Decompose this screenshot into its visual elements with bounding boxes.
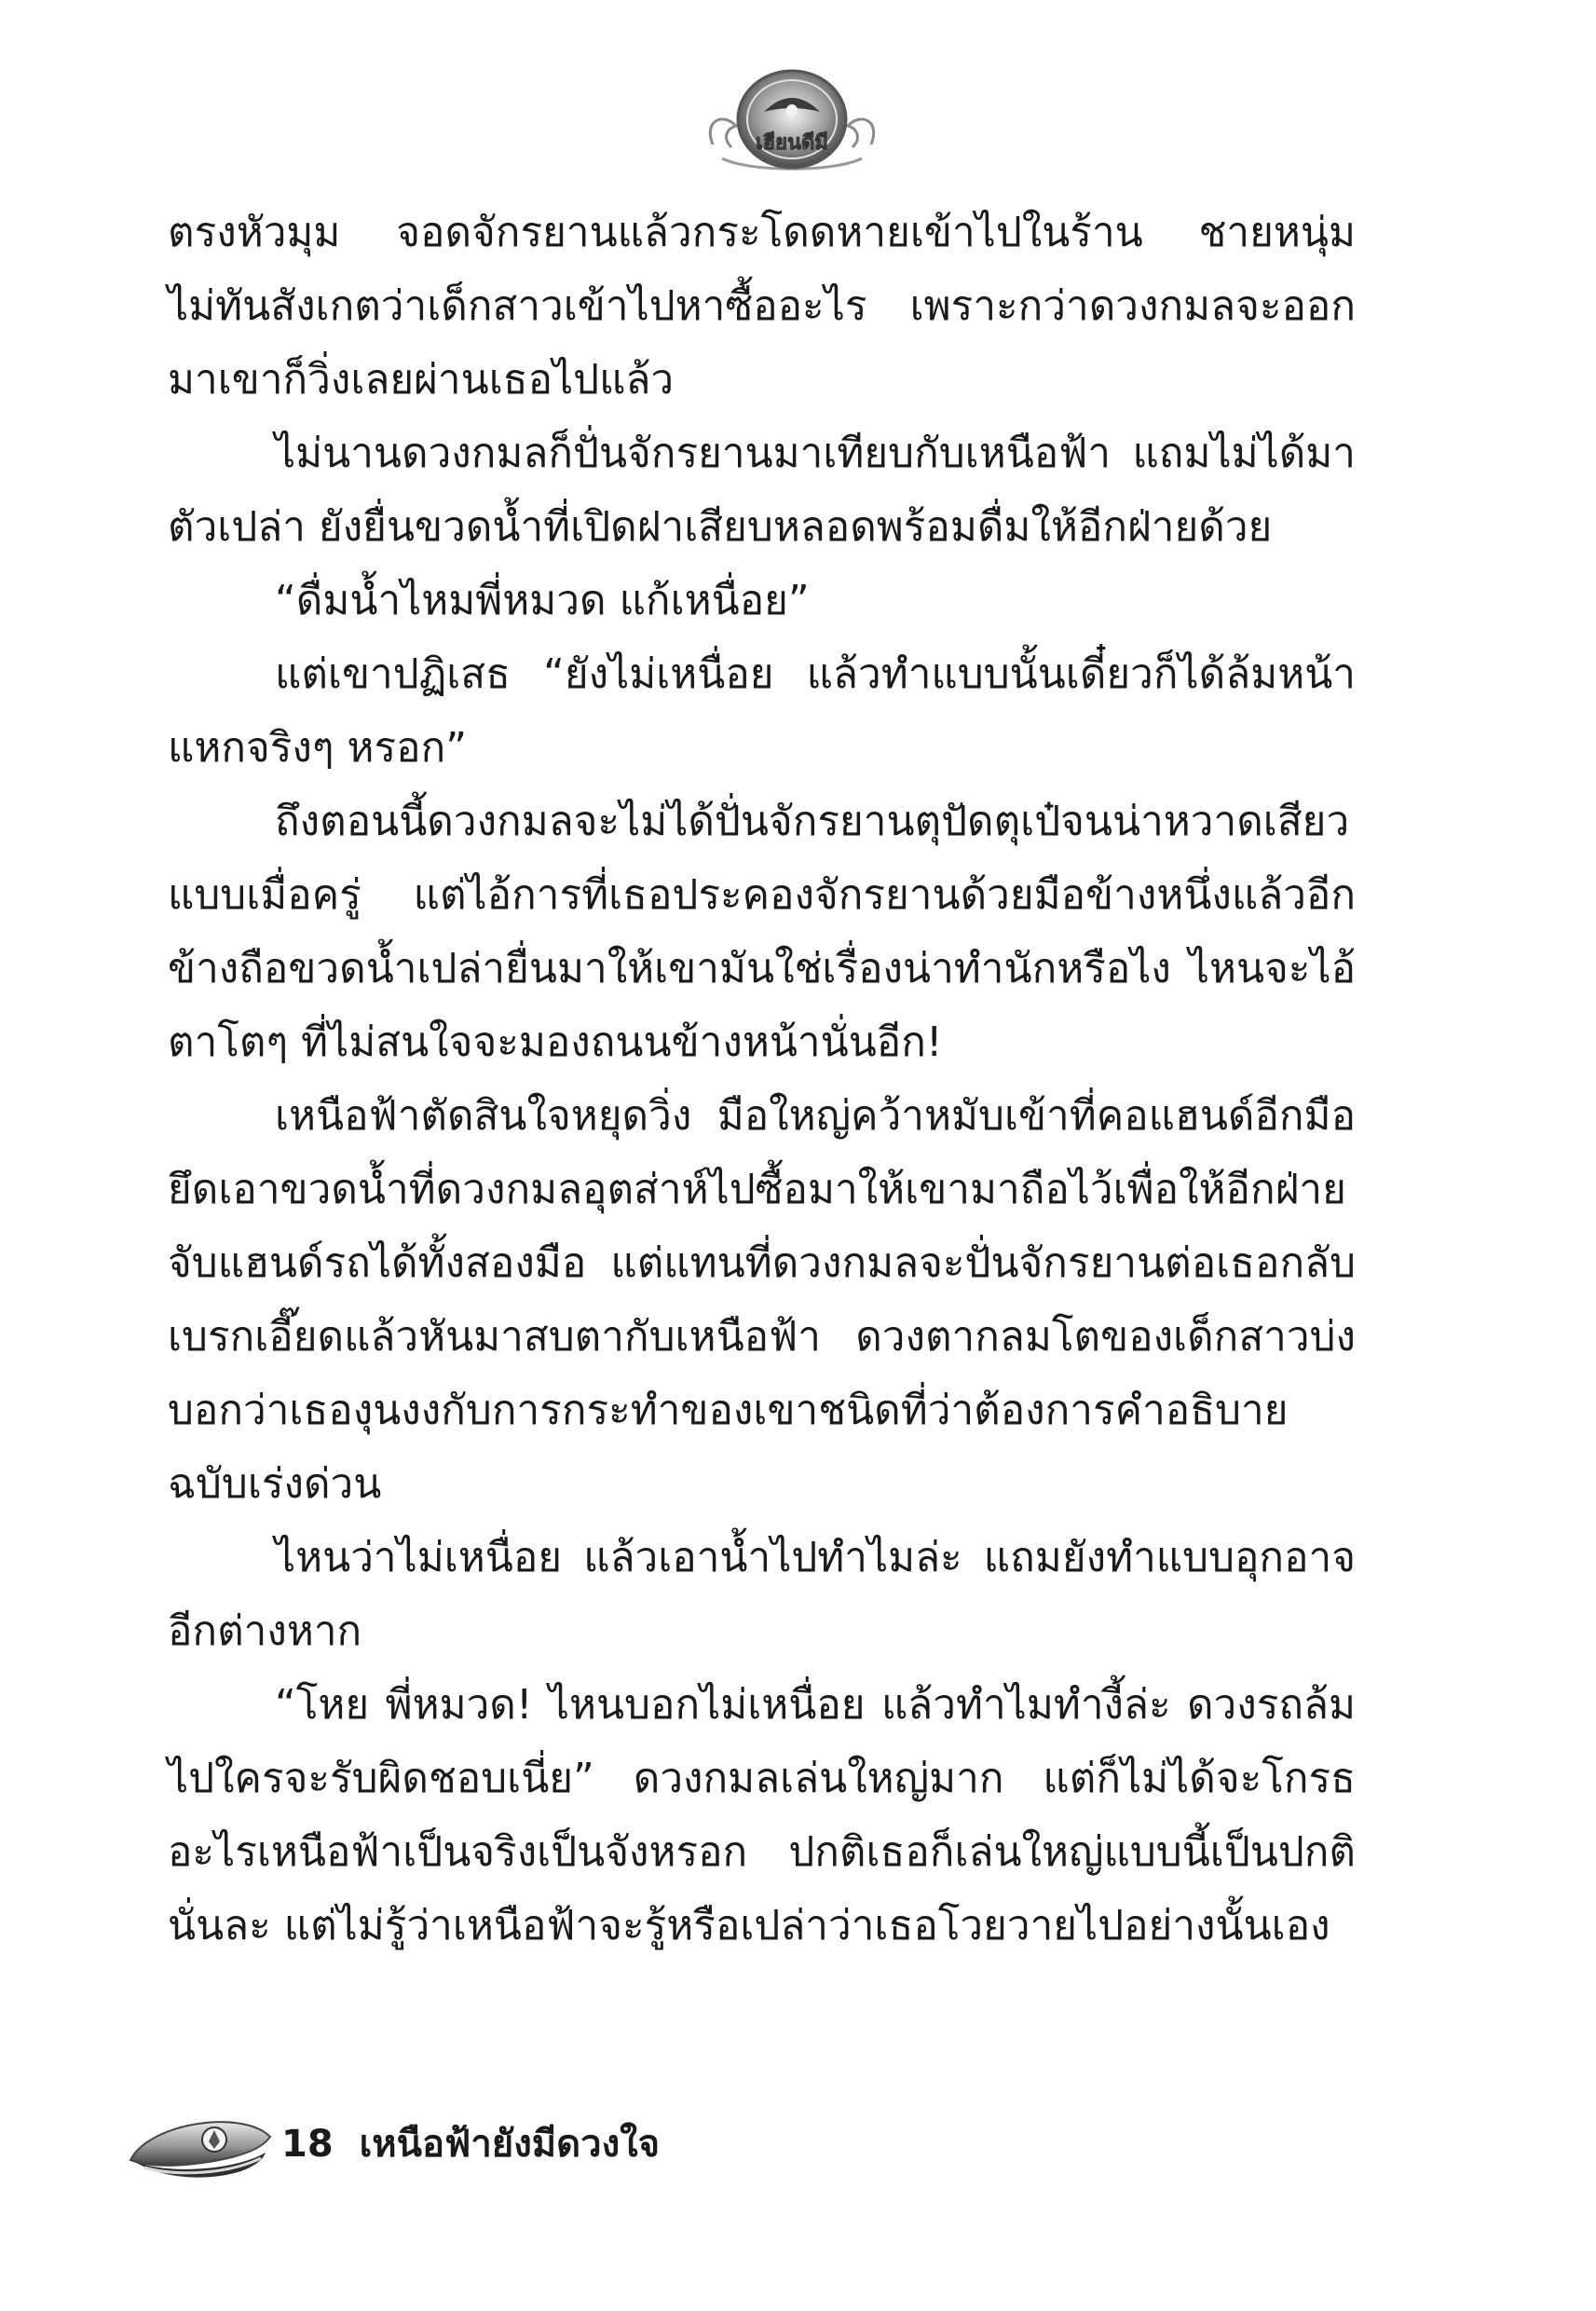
paragraph: ตรงหัวมุม จอดจักรยานแล้วกระโดดหายเข้าไปในร้าน ชายหนุ่มไม่ทันสังเกตว่าเด็กสาวเข้าไปหาซื้ออะไร เพราะกว่าดวงกมลจะออกมาเขาก็วิ่งเลยผ่านเธอไปแล้ว — [168, 209, 1356, 403]
paragraph: แต่เขาปฏิเสธ “ยังไม่เหนื่อย แล้วทำแบบนั้นเดี๋ยวก็ได้ล้มหน้าแหกจริงๆ หรอก” — [168, 650, 1356, 772]
page-footer — [121, 2095, 773, 2197]
footer-text — [281, 2121, 660, 2167]
header-logo — [694, 56, 890, 177]
paragraph: เหนือฟ้าตัดสินใจหยุดวิ่ง มือใหญ่คว้าหมับเข้าที่คอแฮนด์อีกมือยึดเอาขวดน้ำที่ดวงกมลอุตส่าห์ไปซื้อมาให้เขามาถือไว้เพื่อให้อีกฝ่ายจับแฮนด์รถได้ทั้งสองมือ แต่แทนที่ดวงกมลจะปั่นจักรยานต่อเธอกลับเบรกเอี๊ยดแล้วหันมาสบตากับเหนือฟ้า ดวงตากลมโตของเด็กสาวบ่งบอกว่าเธองุนงงกับการกระทำของเขาชนิดที่ว่าต้องการคำอธิบายฉบับเร่งด่วน — [168, 1092, 1356, 1508]
paragraph: “โหย พี่หมวด! ไหนบอกไม่เหนื่อย แล้วทำไมทำงี้ล่ะ ดวงรถล้มไปใครจะรับผิดชอบเนี่ย” ดวงกมลเล่นใหญ่มาก แต่ก็ไม่ได้จะโกรธอะไรเหนือฟ้าเป็นจริงเป็นจังหรอก ปกติเธอก็เล่นใหญ่แบบนี้เป็นปกตินั่นละ แต่ไม่รู้ว่าเหนือฟ้าจะรู้หรือเปล่าว่าเธอโวยวายไปอย่างนั้นเอง — [168, 1681, 1356, 1949]
paragraph: ถึงตอนนี้ดวงกมลจะไม่ได้ปั่นจักรยานตุปัดตุเป๋จนน่าหวาดเสียวแบบเมื่อครู่ แต่ไอ้การที่เธอประคองจักรยานด้วยมือข้างหนึ่งแล้วอีกข้างถือขวดน้ำเปล่ายื่นมาให้เขามันใช่เรื่องน่าทำนักหรือไง ไหนจะไอ้ตาโตๆ ที่ไม่สนใจจะมองถนนข้างหน้านั่นอีก! — [168, 798, 1356, 1066]
book-title: เหนือฟ้ายังมีดวงใจ — [359, 2123, 661, 2166]
ornamental-crest-logo-icon — [694, 56, 890, 177]
paragraph: “ดื่มน้ำไหมพี่หมวด แก้เหนื่อย” — [275, 577, 810, 624]
paragraph: ไหนว่าไม่เหนื่อย แล้วเอาน้ำไปทำไมล่ะ แถมยังทำแบบอุกอาจอีกต่างหาก — [168, 1534, 1356, 1655]
page-number: 18 — [281, 2123, 334, 2166]
paragraph: ไม่นานดวงกมลก็ปั่นจักรยานมาเทียบกับเหนือฟ้า แถมไม่ได้มาตัวเปล่า ยังยื่นขวดน้ำที่เปิดฝาเสียบหลอดพร้อมดื่มให้อีกฝ่ายด้วย — [168, 430, 1356, 551]
logo-text: เฮียนดีมี — [756, 131, 828, 155]
body-text — [168, 196, 1356, 1962]
police-cap-icon — [121, 2095, 280, 2197]
